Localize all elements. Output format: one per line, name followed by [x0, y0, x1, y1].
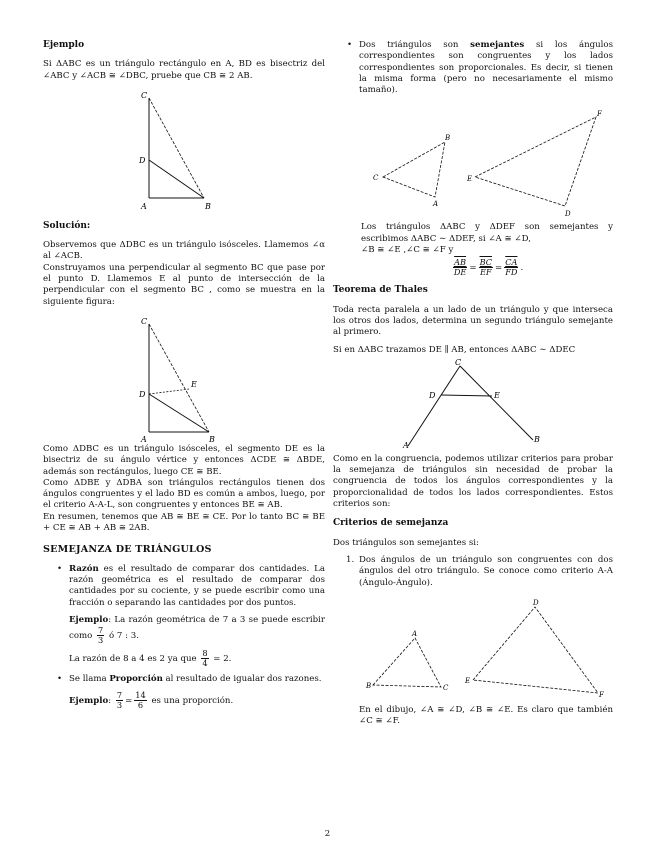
semejantes-term: semejantes	[470, 40, 525, 50]
fig4-label-e: E	[494, 390, 500, 400]
example-heading: Ejemplo	[43, 40, 85, 50]
fig3-label-a1: A	[433, 200, 439, 209]
congruence-criteria-text: Como en la congruencia, podemos utilizar criterios para probar la semejanza de triángulos sin necesidad de probar la congruencia de todos los ángulos correspondientes y la proporcionalidad de todos los lados correspondientes. Estos criterios son:	[333, 453, 613, 510]
semejantes-item	[347, 40, 613, 96]
figure-right-triangle-bisector	[119, 88, 249, 213]
right-column	[333, 40, 613, 733]
proporcion-example-tail: es una proporción.	[151, 696, 234, 707]
similarity-definition	[333, 222, 613, 277]
fraction-8-4: $\frac{8}{4}$	[202, 648, 208, 669]
fig1-label-a: A	[141, 201, 147, 211]
solution-paragraph-1: Observemos que ΔDBC es un triángulo isósceles. Llamemos ∠α al ∠ACB.	[43, 240, 325, 262]
proporcion-example-label: Ejemplo	[69, 696, 109, 707]
razon-example-tail: ó 7 : 3.	[109, 631, 139, 642]
proporcion-example: Ejemplo: $\frac{7}{3}$ = $\frac{14}{6}$ es una proporción.	[69, 690, 234, 711]
fig3-label-b1: B	[445, 134, 451, 143]
similarity-text-1: Los triángulos ΔABC y ΔDEF son semejantes y escribimos ΔABC ∼ ΔDEF, si ∠A ≅ ∠D,	[361, 222, 613, 244]
fig5-label-e: E	[465, 676, 471, 685]
thales-text-2: Si en ΔABC trazamos DE ∥ AB, entonces ΔABC ∼ ΔDEC	[333, 344, 576, 355]
fig1-label-d: D	[139, 155, 146, 165]
fig1-label-c: C	[141, 90, 148, 100]
fig5-label-a: A	[412, 629, 418, 638]
razon-example-2-text: La razón de 8 a 4 es 2 ya que	[69, 654, 197, 665]
example-text: Si ΔABC es un triángulo rectángulo en A, BD es bisectriz del ∠ABC y ∠ACB ≅ ∠DBC, pruebe que CB ≅ 2 AB.	[43, 59, 325, 81]
figure-similar-triangles	[333, 102, 613, 222]
fig3-label-f: F	[597, 110, 602, 119]
fig4-label-d: D	[429, 390, 436, 400]
proporcion-term: Proporción	[109, 674, 163, 685]
proporcion-item	[57, 674, 325, 685]
fraction-14-6: $\frac{14}{6}$	[135, 690, 146, 711]
aa-figure-caption: En el dibujo, ∠A ≅ ∠D, ∠B ≅ ∠E. Es claro que también ∠C ≅ ∠F.	[359, 704, 613, 727]
fig1-label-b: B	[205, 201, 211, 211]
fig2-label-b: B	[209, 434, 215, 444]
razon-term: Razón	[69, 563, 99, 574]
solution-paragraph-2: Construyamos una perpendicular al segmento BC que pase por el punto D. Llamemos E al punto de intersección de la perpendicular con el segmento BC , como se muestra en la siguiente figura:	[43, 262, 325, 307]
semejantes-pre: Dos triángulos son	[359, 40, 471, 50]
semejantes-text: si los ángulos correspondientes son congruentes y los lados correspondientes son proporcionales. Es decir, si tienen la misma forma (pero no necesariamente el mismo tamaño).	[359, 40, 614, 96]
fig3-label-c1: C	[373, 174, 379, 183]
section-title: SEMEJANZA DE TRIÁNGULOS	[43, 544, 212, 556]
fig2-label-d: D	[139, 389, 146, 399]
figure-aa-criterion	[333, 595, 613, 705]
fig3-label-e: E	[467, 175, 473, 184]
criterion-item-1	[343, 555, 613, 589]
fig5-label-b: B	[366, 681, 372, 690]
criterios-heading: Criterios de semejanza	[333, 518, 449, 529]
fig4-label-a: A	[403, 440, 409, 448]
page-number: 2	[324, 829, 331, 839]
fig5-label-c: C	[443, 683, 449, 692]
fig2-label-e: E	[191, 379, 197, 389]
solution-paragraph-3: Como ΔDBC es un triángulo isósceles, el segmento DE es la bisectriz de su ángulo vértice y entonces ΔCDE ≅ ΔBDE, además son rectángulos, luego CE ≅ BE.	[43, 443, 325, 477]
razon-item	[57, 564, 325, 609]
solution-paragraph-5: En resumen, tenemos que AB ≅ BE ≅ CE. Por lo tanto BC ≅ BE + CE ≅ AB + AB ≅ 2AB.	[43, 511, 325, 534]
definitions-list	[43, 564, 325, 711]
thales-heading: Teorema de Thales	[333, 285, 428, 296]
proporcion-pre: Se llama	[69, 674, 110, 685]
fraction-7-3: $\frac{7}{3}$	[98, 625, 104, 646]
fig5-label-f: F	[599, 690, 604, 699]
razon-example-2-tail: = 2.	[213, 654, 232, 665]
razon-example-label: Ejemplo	[69, 614, 109, 625]
razon-example-2	[57, 649, 325, 668]
criterion-item-1-text: Dos ángulos de un triángulo son congruentes con dos ángulos del otro triángulo. Se conoce como criterio A-A (Ángulo-Ángulo).	[359, 554, 613, 588]
fig4-label-c: C	[455, 357, 462, 367]
solution-heading: Solución:	[43, 220, 91, 231]
proportion-formula: $\frac{\overline{AB}}{DE}$ = $\frac{\overline{BC}}{EF}$ = $\frac{\overline{CA}}{FD}$ .	[453, 257, 524, 278]
similarity-text-2: ∠B ≅ ∠E ,∠C ≅ ∠F y	[361, 245, 454, 256]
razon-example-text: : La razón geométrica de 7 a 3 se puede escribir como	[69, 614, 325, 642]
figure-perpendicular-construction	[119, 314, 249, 444]
left-column	[43, 40, 325, 710]
thales-text: Toda recta paralela a un lado de un triángulo y que interseca los otros dos lados, determina un segundo triángulo semejante al primero.	[333, 304, 613, 338]
fraction-7-3b: $\frac{7}{3}$	[116, 690, 123, 711]
fig3-label-d: D	[565, 210, 571, 219]
fig4-label-b: B	[534, 434, 540, 444]
criterion-item-1-number: 1.	[346, 554, 355, 565]
razon-example	[57, 615, 325, 645]
figure-thales	[333, 358, 613, 448]
fig2-label-c: C	[141, 316, 148, 326]
fig5-label-d: D	[533, 598, 539, 607]
fig2-label-a: A	[141, 434, 147, 444]
razon-text: es el resultado de comparar dos cantidades. La razón geométrica es el resultado de comparar dos cantidades por su cociente, y se puede escribir como una fracción o separando las cantidades por dos puntos.	[69, 563, 325, 608]
criterios-intro: Dos triángulos son semejantes si:	[333, 537, 479, 548]
solution-paragraph-4: Como ΔDBE y ΔDBA son triángulos rectángulos tienen dos ángulos congruentes y el lado BD es común a ambos, luego, por el criterio A-A-L, son congruentes y entonces BE ≅ AB.	[43, 477, 325, 511]
proporcion-text: al resultado de igualar dos razones.	[162, 674, 322, 685]
